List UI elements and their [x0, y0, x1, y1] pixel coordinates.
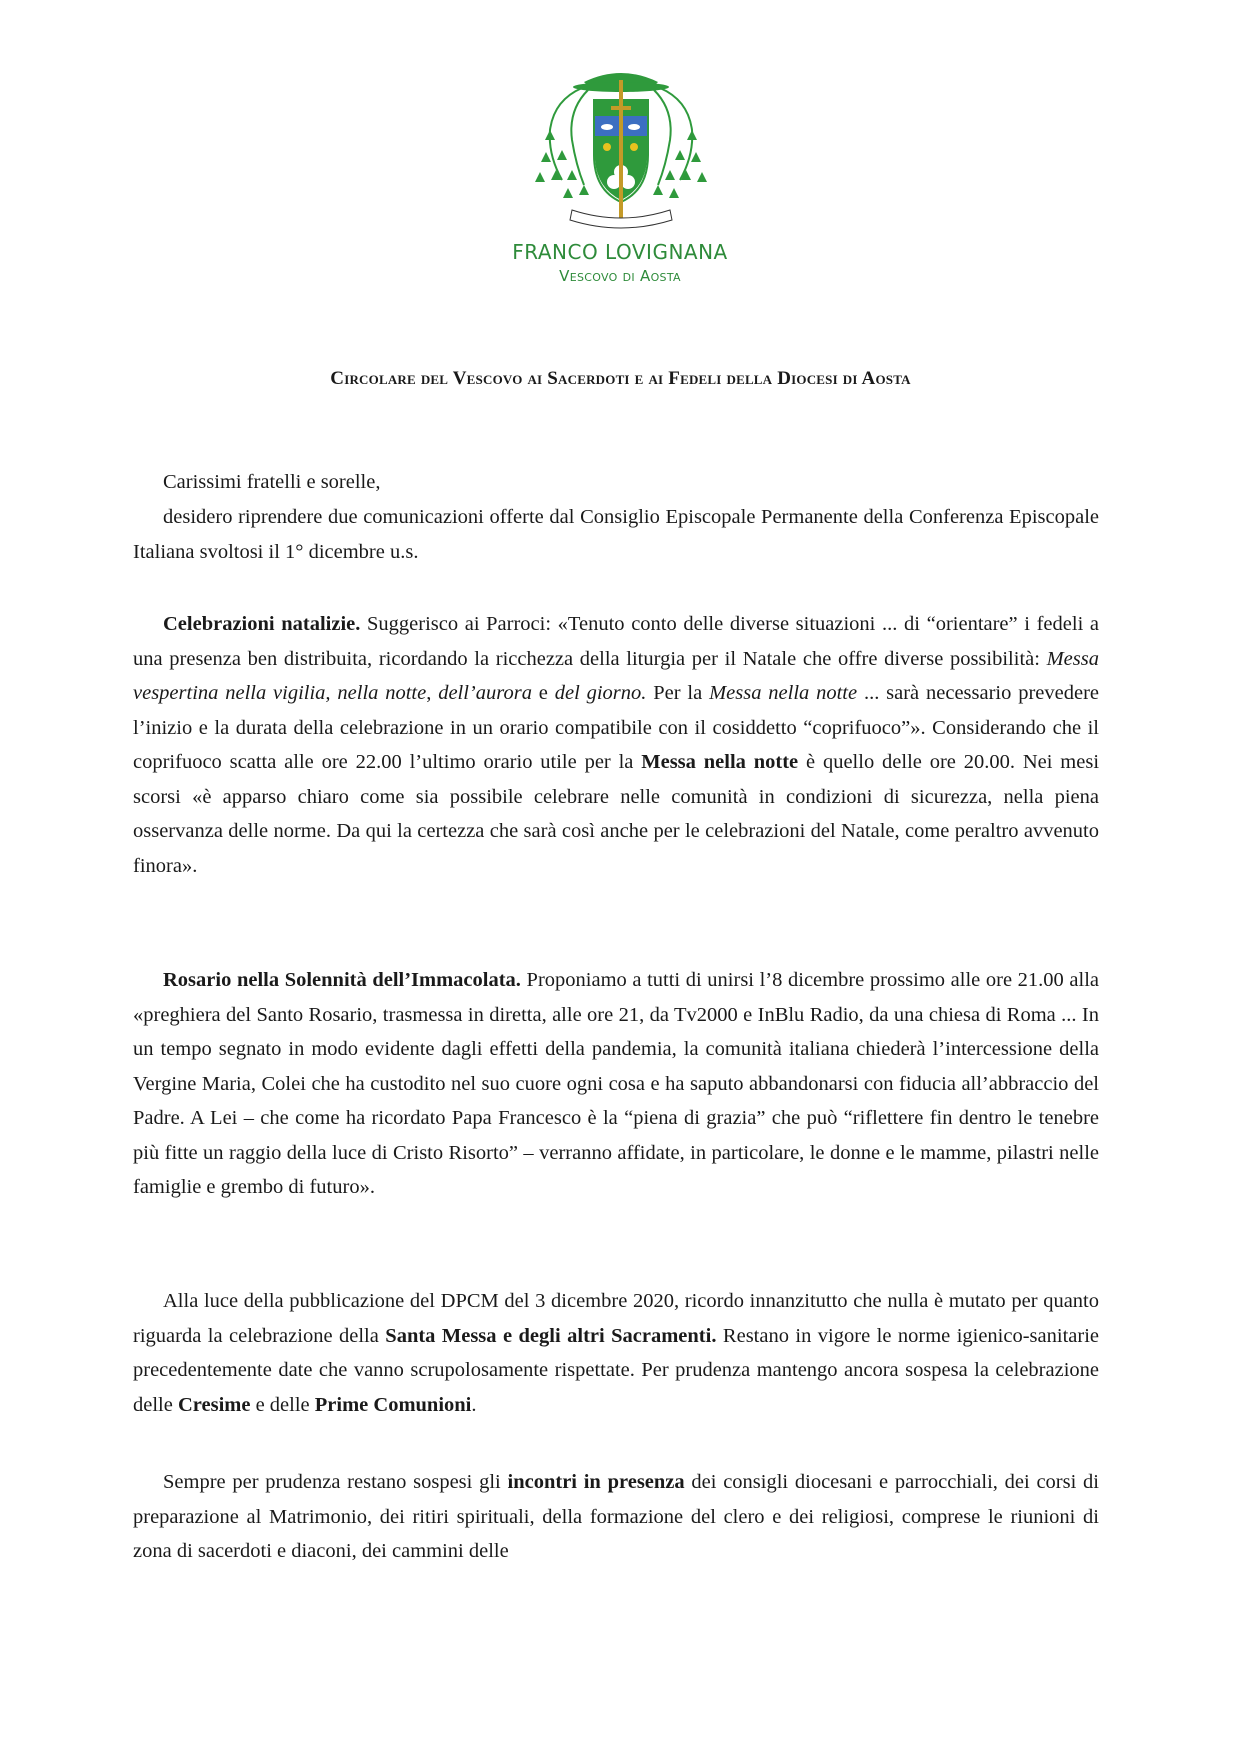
salutation: Carissimi fratelli e sorelle, [163, 471, 381, 493]
christmas-heading: Celebrazioni natalizie. [163, 613, 361, 635]
intro-block [133, 500, 1099, 569]
rosary-heading: Rosario nella Solennità dell’Immacolata. [163, 969, 521, 991]
coat-of-arms-logo [532, 60, 710, 236]
bishop-title: Vescovo di Aosta [559, 267, 681, 285]
meetings-paragraph: Sempre per prudenza restano sospesi gli incontri in presenza dei consigli diocesani e parrocchiali, dei corsi di preparazione al Matrimonio, dei ritiri spirituali, della formazione del clero e dei religiosi, comprese le riunioni di zona di sacerdoti e diaconi, dei cammini delle [133, 1471, 1100, 1562]
salutation-block [133, 465, 1099, 500]
section-dpcm [133, 1284, 1099, 1422]
dpcm-paragraph: Alla luce della pubblicazione del DPCM del 3 dicembre 2020, ricordo innanzitutto che nulla è mutato per quanto riguarda la celebrazione della Santa Messa e degli altri Sacramenti. Restano in vigore le norme igienico-sanitarie precedentemente date che vanno scrupolosamente rispettate. Per prudenza mantengo ancora sospesa la celebrazione delle Cresime e delle Prime Comunioni. [133, 1290, 1099, 1416]
section-rosary [133, 963, 1099, 1205]
section-meetings [133, 1465, 1099, 1569]
intro-paragraph: desidero riprendere due comunicazioni offerte dal Consiglio Episcopale Permanente della Conferenza Episcopale Italiana svoltosi il 1° dicembre u.s. [133, 506, 1099, 563]
document-title: Circolare del Vescovo ai Sacerdoti e ai Fedeli della Diocesi di Aosta [330, 368, 911, 389]
rosary-paragraph: Rosario nella Solennità dell’Immacolata. Proponiamo a tutti di unirsi l’8 dicembre prossimo alle ore 21.00 alla «preghiera del Santo Rosario, trasmessa in diretta, alle ore 21, da Tv2000 e InBlu Radio, da una chiesa di Roma ... In un tempo segnato in modo evidente dagli effetti della pandemia, la comunità italiana chiederà l’intercessione della Vergine Maria, Colei che ha custodito nel suo cuore ogni cosa e ha saputo abbandonarsi con fiducia all’abbraccio del Padre. A Lei – che come ha ricordato Papa Francesco è la “piena di grazia” che può “riflettere fin dentro le tenebre più fitte un raggio della luce di Cristo Risorto” – verranno affidate, in particolare, le donne e le mamme, pilastri nelle famiglie e grembo di futuro». [133, 969, 1099, 1198]
bishop-name: FRANCO LOVIGNANA [512, 240, 728, 264]
section-christmas [133, 607, 1099, 883]
christmas-paragraph: Celebrazioni natalizie. Suggerisco ai Parroci: «Tenuto conto delle diverse situazioni ... di “orientare” i fedeli a una presenza ben distribuita, ricordando la ricchezza della liturgia per il Natale che offre diverse possibilità: Messa vespertina nella vigilia, nella notte, dell’aurora e del giorno. Per la Messa nella notte ... sarà necessario prevedere l’inizio e la durata della celebrazione in un orario compatibile con il cosiddetto “coprifuoco”». Considerando che il coprifuoco scatta alle ore 22.00 l’ultimo orario utile per la Messa nella notte è quello delle ore 20.00. Nei mesi scorsi «è apparso chiaro come sia possibile celebrare nelle comunità in condizioni di sicurezza, nella piena osservanza delle norme. Da qui la certezza che sarà così anche per le celebrazioni del Natale, come peraltro avvenuto finora». [133, 613, 1100, 877]
